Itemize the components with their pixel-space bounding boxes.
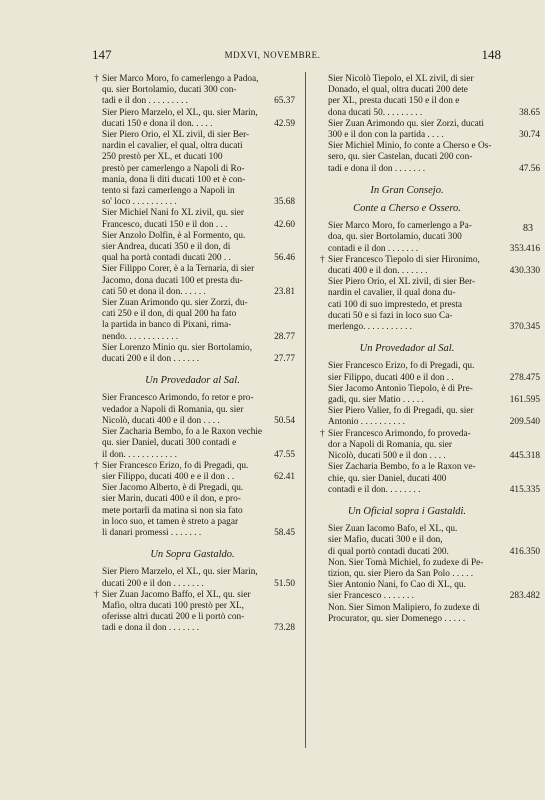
entry-line: dor a Napoli di Romania, qu. sier — [328, 439, 452, 450]
entry-line: 250 prestò per XL, et ducati 100 — [102, 152, 223, 163]
ledger-entry — [90, 343, 295, 365]
entry-line: Sier Marco Moro, fo camerlengo a Pa- — [328, 221, 472, 232]
ledger-entry — [90, 74, 295, 108]
entry-line: il don. . . . . . . . . . . . — [102, 449, 177, 460]
ledger-entry — [90, 590, 295, 635]
entry-line: ducati 400 e il don. . . . . . . — [328, 266, 428, 277]
entry-line: † Sier Francesco Arimondo, fo proveda- — [320, 428, 471, 439]
entry-line: qual ha portà contadi ducati 200 . . — [102, 253, 231, 264]
entry-value: 283.482 — [509, 591, 540, 602]
entry-line: nardin el cavalier, il qual dona du- — [328, 288, 456, 299]
entry-line: Non. Sier Tomà Michiel, fo zudexe di Pe- — [328, 557, 484, 568]
ledger-entry — [316, 603, 498, 625]
ledger-entry — [90, 427, 295, 461]
entry-line: dona ducati 50. . . . . . . . . — [328, 107, 423, 118]
ledger-entry — [316, 254, 540, 277]
entry-line: merlengo. . . . . . . . . . . — [328, 322, 412, 333]
entry-line: la partida in banco di Pixani, rima- — [102, 320, 232, 331]
entry-line: † Sier Marco Moro, fo camerlengo a Padoa, — [94, 74, 259, 84]
entry-value: 353.416 — [509, 243, 540, 254]
entry-line: sero, qu. sier Castelan, ducati 200 con- — [328, 152, 473, 163]
entry-value: 23.81 — [274, 286, 295, 297]
dagger-mark: † — [94, 74, 99, 84]
ledger-entry — [316, 524, 540, 558]
entry-value: 30.74 — [519, 130, 540, 141]
entry-line: contadi e il don. . . . . . . . — [328, 484, 421, 495]
entry-line: cati 50 et dona il don. . . . . . — [102, 286, 206, 297]
entry-line: tadi e il don . . . . . . . . . — [102, 96, 188, 107]
entries-group — [90, 74, 295, 365]
dagger-mark: † — [94, 589, 99, 600]
dagger-mark: † — [320, 428, 325, 439]
ledger-entry — [316, 406, 540, 428]
entry-line: Non. Sier Simon Malipiero, fo zudexe di — [328, 602, 480, 613]
entry-value: 42.59 — [274, 118, 295, 129]
entry-value: 445.318 — [509, 451, 540, 462]
entry-value: 370.345 — [509, 322, 540, 333]
entry-value: 47.56 — [519, 163, 540, 174]
entry-line: ducati 200 e il don . . . . . . — [102, 354, 200, 365]
entry-line: Sier Nicolò Tiepolo, el XL zivil, di sier — [328, 74, 474, 84]
entry-line: Nicolò, ducati 500 e il don . . . . — [328, 451, 446, 462]
entry-line: Sier Michiel Nani fo XL zivil, qu. sier — [102, 208, 244, 219]
entry-line: Sier Filippo Corer, è a la Ternaria, di sier — [102, 264, 255, 275]
entry-line: Sier Piero Orio, el XL zivil, di sier Ber- — [328, 277, 476, 288]
entry-line: contadi e il don . . . . . . . — [328, 243, 419, 254]
entry-value: 278.475 — [509, 372, 540, 383]
page-number-right: 148 — [481, 47, 501, 62]
entry-line: mete portarli da matina si non sia fato — [102, 505, 243, 516]
ledger-entry — [316, 428, 540, 463]
entry-line: Sier Zacharia Bembo, fo a le Raxon ve- — [328, 462, 476, 473]
right-column — [316, 74, 540, 625]
entry-line: Sier Zuan Iacomo Bafo, el XL, qu. — [328, 524, 458, 535]
entry-line: Sier Antonio Nani, fo Cao di XL, qu. — [328, 580, 466, 591]
ledger-entry — [90, 393, 295, 427]
entry-line: qu. sier Bortolamio, ducati 300 con- — [102, 85, 237, 96]
entries-group — [90, 567, 295, 634]
ledger-entry — [316, 558, 498, 580]
section-heading: Un Oficial sopra i Gastaldi. — [347, 505, 467, 517]
ledger-entry — [90, 567, 295, 589]
entry-line: cati 100 di suo imprestedo, et presta — [328, 299, 462, 310]
entry-line: Sier Lorenzo Minio qu. sier Bortolamio, — [102, 342, 253, 353]
entry-line: prestò per camerlengo a Napoli di Ro- — [102, 163, 245, 174]
entry-line: sier Francesco . . . . . . . — [328, 591, 414, 602]
ledger-entry — [316, 580, 540, 602]
entry-line: sier Andrea, ducati 350 e il don, di — [102, 242, 231, 253]
entry-line: nendo. . . . . . . . . . . . — [102, 331, 179, 342]
entry-line: Sier Michiel Minio, fo conte a Cherso e Os- — [328, 141, 492, 152]
ledger-entry — [316, 462, 540, 496]
running-header: MDXVI, NOVEMBRE. — [224, 50, 321, 60]
entry-value: 416.350 — [509, 546, 540, 557]
section-heading: Un Sopra Gastaldo. — [150, 549, 235, 561]
entry-line: Mafio, oltra ducati 100 prestò per XL, — [102, 600, 244, 611]
entry-line: sier Mafio, ducati 300 e il don, — [328, 535, 443, 546]
section-heading: Un Provedador al Sal. — [359, 343, 455, 355]
entry-line: Sier Francesco Arimondo, fo retor e pro- — [102, 393, 254, 404]
margin-number: 83 — [523, 223, 533, 234]
entry-line: sier Filippo, ducati 400 e e il don . . — [102, 471, 235, 482]
entry-line: di qual portò contadi ducati 200. — [328, 546, 449, 557]
entry-line: † Sier Zuan Jacomo Baffo, el XL, qu. sier — [94, 589, 251, 600]
entry-line: Sier Zuan Arimondo qu. sier Zorzi, ducati — [328, 118, 484, 129]
entry-value: 73.28 — [274, 623, 295, 634]
ledger-entry — [316, 74, 540, 119]
entry-line: Francesco, ducati 150 e il don . . . — [102, 219, 228, 230]
entries-group — [316, 74, 540, 175]
entry-line: ducati 200 e il don . . . . . . . — [102, 578, 204, 589]
entry-line: sier Filippo, ducati 400 e il don . . — [328, 372, 454, 383]
entry-line: Sier Jacomo Alberto, è di Pregadi, qu. — [102, 483, 244, 494]
entries-group — [316, 361, 540, 495]
entry-value: 35.68 — [274, 197, 295, 208]
entry-line: cati 250 e il don, di qual 200 ha fato — [102, 309, 237, 320]
entries-group — [90, 393, 295, 539]
entry-line: † Sier Francesco Erizo, fo di Pregadi, qu. — [94, 460, 249, 471]
entry-line: in loco suo, et tamen è streto a pagar — [102, 516, 239, 527]
entry-line: nardin el cavalier, el qual, oltra ducati — [102, 141, 243, 152]
entry-line: Donado, el qual, oltra ducati 200 dete — [328, 85, 468, 96]
ledger-entry — [90, 461, 295, 483]
entry-value: 51.50 — [274, 578, 295, 589]
entry-value: 27.77 — [274, 354, 295, 365]
entry-value: 415.335 — [509, 484, 540, 495]
entry-line: mania, dona li diti ducati 100 et è con- — [102, 174, 246, 185]
ledger-entry — [90, 130, 295, 208]
entry-line: vedador a Napoli di Romania, qu. sier — [102, 404, 244, 415]
entry-value: 28.77 — [274, 331, 295, 342]
entry-value: 161.595 — [509, 395, 540, 406]
entry-line: sier Marin, ducati 400 e il don, e pro- — [102, 494, 241, 505]
ledger-entry — [316, 383, 540, 406]
entries-group — [316, 524, 540, 625]
entry-line: Sier Anzolo Dolfin, è al Formento, qu. — [102, 230, 246, 241]
entry-line: Antonio . . . . . . . . . . — [328, 417, 405, 428]
entry-line: doa, qu. sier Bortolamio, ducati 300 — [328, 232, 462, 243]
column-divider — [305, 72, 306, 748]
entry-line: Sier Zacharia Bembo, fo a le Raxon vechie — [102, 427, 263, 438]
entry-value: 65.37 — [274, 96, 295, 107]
entry-line: so' loco . . . . . . . . . . — [102, 197, 177, 208]
entry-value: 56.46 — [274, 253, 295, 264]
left-column — [90, 74, 295, 635]
entry-line: tadi e dona il don . . . . . . . — [102, 623, 200, 634]
page-number-left: 147 — [92, 47, 112, 62]
entry-line: ducati 150 e dona il don. . . . . — [102, 118, 213, 129]
entry-line: Sier Zuan Arimondo qu. sier Zorzi, du- — [102, 298, 248, 309]
entry-line: qu. sier Daniel, ducati 300 contadi e — [102, 438, 237, 449]
entry-value: 58.45 — [274, 527, 295, 538]
entry-line: Sier Francesco Erizo, fo di Pregadi, qu. — [328, 361, 475, 372]
entry-line: † Sier Francesco Tiepolo di sier Hironimo, — [320, 254, 480, 265]
entry-line: Sier Piero Valier, fo di Pregadi, qu. sier — [328, 406, 474, 417]
entry-line: ducati 50 e si fazi in loco suo Ca- — [328, 310, 453, 321]
entry-line: chie, qu. sier Daniel, ducati 400 — [328, 473, 447, 484]
entry-line: 300 e il don con la partida . . . . — [328, 130, 444, 141]
entry-value: 209.540 — [509, 417, 540, 428]
entry-line: li danari promessi . . . . . . . — [102, 527, 202, 538]
ledger-entry — [90, 298, 295, 343]
ledger-entry — [90, 108, 295, 130]
entry-line: Sier Piero Orio, el XL zivil, di sier Ber- — [102, 130, 250, 141]
entry-line: tento si fazi camerlengo a Napoli in — [102, 186, 235, 197]
ledger-entry — [90, 264, 295, 298]
entry-value: 47.55 — [274, 449, 295, 460]
dagger-mark: † — [94, 460, 99, 471]
entry-line: Jacomo, dona ducati 100 et presta du- — [102, 275, 243, 286]
entry-line: Sier Jacomo Antonio Tiepolo, è di Pre- — [328, 383, 473, 394]
entry-value: 430.330 — [509, 266, 540, 277]
entry-line: tadi e dona il don . . . . . . . — [328, 163, 426, 174]
ledger-entry — [90, 208, 295, 230]
section-heading: Un Provedador al Sal. — [145, 375, 240, 387]
entry-line: per XL, presta ducati 150 e il don e — [328, 96, 460, 107]
ledger-entry — [316, 277, 540, 333]
entry-line: Sier Piero Marzelo, el XL, qu. sier Marin, — [102, 567, 258, 578]
entry-line: oferisse altri ducati 200 e li portò con- — [102, 612, 245, 623]
dagger-mark: † — [320, 254, 325, 265]
entry-line: Procurator, qu. sier Domenego . . . . . — [328, 613, 466, 624]
section-heading: Conte a Cherso e Ossero. — [353, 203, 461, 215]
section-heading: In Gran Consejo. — [370, 184, 444, 196]
entry-line: Nicolò, ducati 400 e il don . . . . — [102, 415, 220, 426]
entry-value: 50.54 — [274, 415, 295, 426]
entry-line: tizion, qu. sier Piero da San Polo . . . . . — [328, 568, 474, 579]
entry-value: 62.41 — [274, 471, 295, 482]
ledger-entry — [90, 483, 295, 539]
ledger-entry — [316, 361, 540, 383]
entry-line: gadi, qu. sier Matio . . . . . — [328, 395, 424, 406]
ledger-entry — [316, 141, 540, 175]
entry-value: 38.65 — [519, 107, 540, 118]
entry-line: Sier Piero Marzelo, el XL, qu. sier Marin, — [102, 107, 258, 118]
ledger-entry — [316, 118, 540, 141]
ledger-entry — [90, 231, 295, 265]
entry-value: 42.60 — [274, 219, 295, 230]
